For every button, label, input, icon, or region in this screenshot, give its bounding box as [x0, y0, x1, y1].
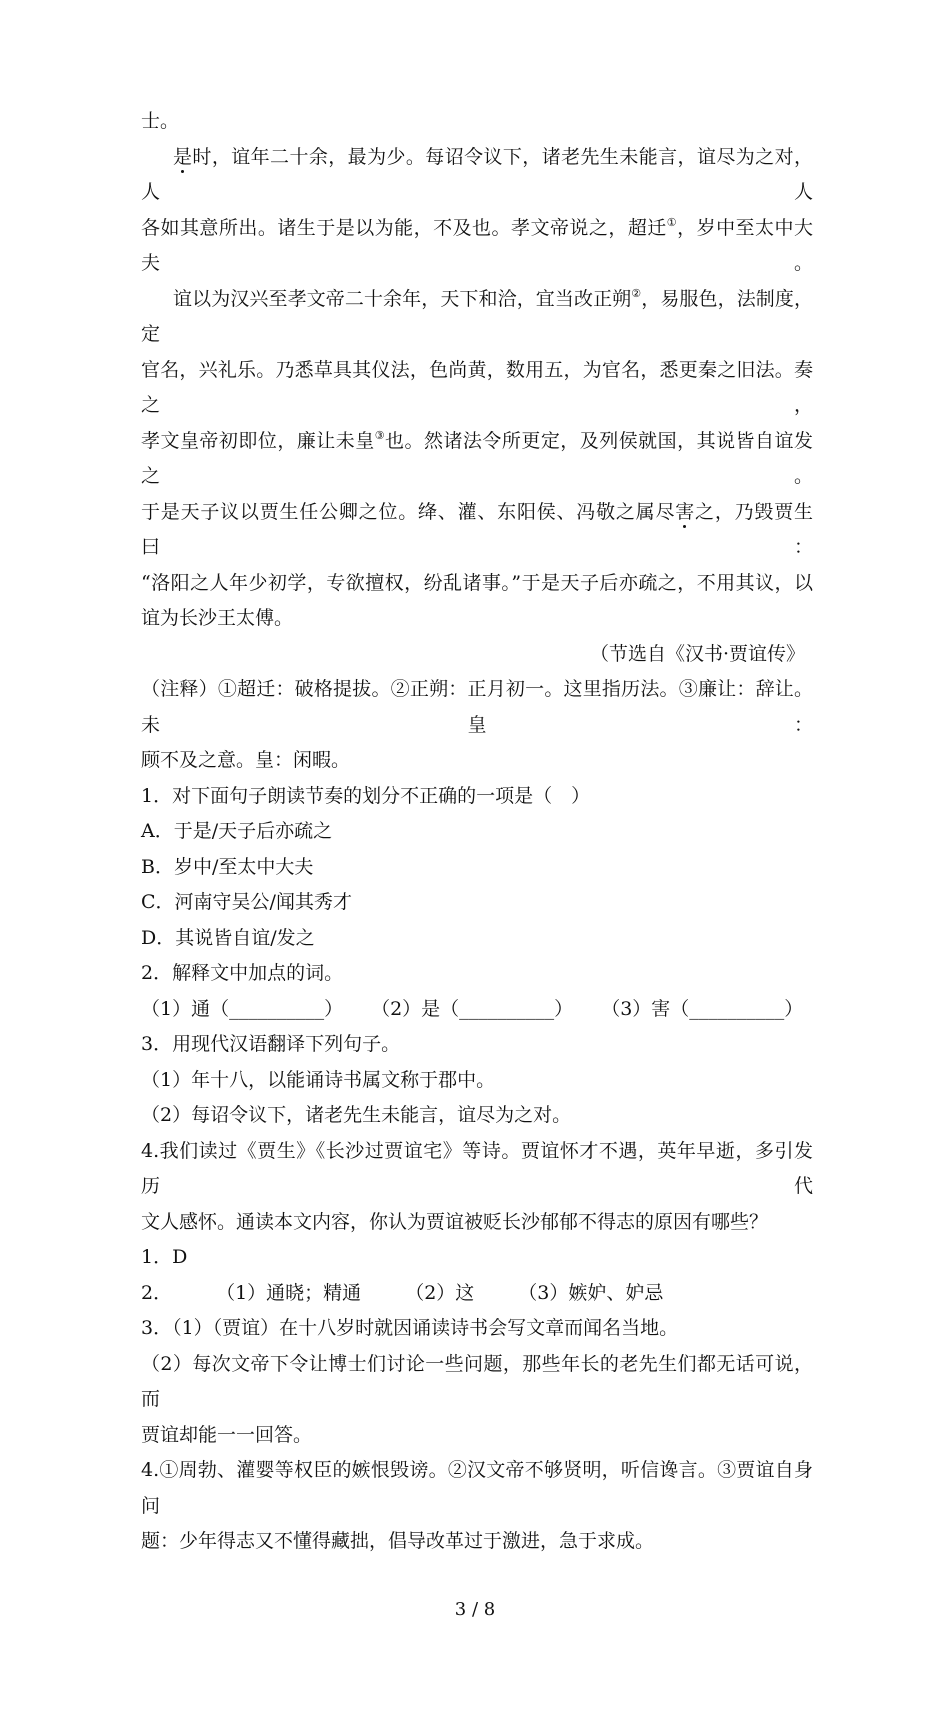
text: 之，乃毁贾生曰：	[141, 500, 813, 558]
question-2-blanks	[141, 992, 813, 1028]
text: 也。然诸法令所更定，及列侯就国，其说皆自谊发之。	[141, 429, 813, 487]
option-d: D．其说皆自谊/发之	[141, 926, 315, 949]
passage-line: 士。	[141, 110, 180, 132]
passage-line: 官名，兴礼乐。乃悉草具其仪法，色尚黄，数用五，为官名，悉更秦之旧法。奏之，	[141, 358, 813, 416]
footnote-ref: ①	[666, 215, 678, 229]
passage-line	[141, 211, 813, 282]
answer-3: （2）每次文帝下令让博士们讨论一些问题，那些年长的老先生们都无话可说，而	[141, 1352, 813, 1410]
option-b: B．岁中/至太中大夫	[141, 855, 314, 878]
notes-line: （注释）①超迁：破格提拔。②正朔：正月初一。这里指历法。③廉让：辞让。未皇：	[141, 678, 813, 736]
footnote-ref: ②	[631, 286, 642, 300]
answer-3: 3．（1）（贾谊）在十八岁时就因诵读诗书会写文章而闻名当地。	[141, 1317, 679, 1339]
answer-2-number: 2．	[141, 1281, 173, 1304]
answer-2-item: （1）通晓；精通	[216, 1281, 362, 1304]
question-3: 3．用现代汉语翻译下列句子。	[141, 1033, 401, 1055]
passage-line	[141, 140, 813, 211]
question-3-item: （1）年十八，以能诵诗书属文称于郡中。	[141, 1068, 496, 1091]
footnote-ref: ③	[374, 428, 386, 442]
text: 于是天子议以贾生任公卿之位。绛、灌、东阳侯、冯敬之属尽	[141, 500, 676, 523]
question-1: 1．对下面句子朗读节奏的划分不正确的一项是（ ）	[141, 784, 591, 807]
passage-line: 谊为长沙王太傅。	[141, 607, 294, 629]
answer-3: 贾谊却能一一回答。	[141, 1423, 313, 1446]
blank-1: （1）通（__________）	[141, 997, 344, 1020]
text: 时，谊年二十余，最为少。每诏令议下，诸老先生未能言，谊尽为之对，人人	[141, 145, 813, 203]
emphasis-dot-word: 害	[675, 495, 694, 531]
text: ，易服色，法制度，定	[141, 287, 813, 345]
option-c: C．河南守吴公/闻其秀才	[141, 891, 352, 913]
answer-1: 1．D	[141, 1246, 188, 1268]
blank-2: （2）是（__________）	[371, 997, 574, 1020]
text: ，岁中至太中大夫。	[141, 216, 813, 274]
passage-line	[141, 495, 813, 566]
blank-3: （3）害（__________）	[601, 997, 804, 1020]
page-number: 3 / 8	[454, 1598, 496, 1620]
question-4: 4.我们读过《贾生》《长沙过贾谊宅》等诗。贾谊怀才不遇，英年早逝，多引发历代	[141, 1139, 813, 1197]
answer-2	[141, 1276, 813, 1312]
emphasis-dot-word: 是	[173, 140, 192, 176]
answer-2-item: （2）这	[405, 1281, 475, 1304]
text: 各如其意所出。诸生于是以为能，不及也。孝文帝说之，超迁	[141, 216, 667, 239]
question-2: 2．解释文中加点的词。	[141, 962, 344, 984]
text: 孝文皇帝初即位，廉让未皇	[141, 429, 375, 452]
source-citation: （节选自《汉书·贾谊传》	[589, 642, 805, 665]
passage-line	[141, 282, 813, 353]
option-a: A．于是/天子后亦疏之	[141, 820, 333, 842]
question-4: 文人感怀。通读本文内容，你认为贾谊被贬长沙郁郁不得志的原因有哪些？	[141, 1210, 769, 1233]
text: 谊以为汉兴至孝文帝二十余年，天下和洽，宜当改正朔	[173, 287, 632, 310]
document-body	[141, 104, 813, 1560]
answer-4: 4.①周勃、灌婴等权臣的嫉恨毁谤。②汉文帝不够贤明，听信谗言。③贾谊自身问	[141, 1459, 813, 1517]
answer-4: 题：少年得志又不懂得藏拙，倡导改革过于激进，急于求成。	[141, 1530, 655, 1552]
answer-2-item: （3）嫉妒、妒忌	[518, 1281, 664, 1304]
question-3-item: （2）每诏令议下，诸老先生未能言，谊尽为之对。	[141, 1104, 572, 1126]
passage-line	[141, 424, 813, 495]
passage-line: “洛阳之人年少初学，专欲擅权，纷乱诸事。”于是天子后亦疏之，不用其议，以	[141, 571, 813, 594]
notes-line: 顾不及之意。皇：闲暇。	[141, 749, 351, 771]
